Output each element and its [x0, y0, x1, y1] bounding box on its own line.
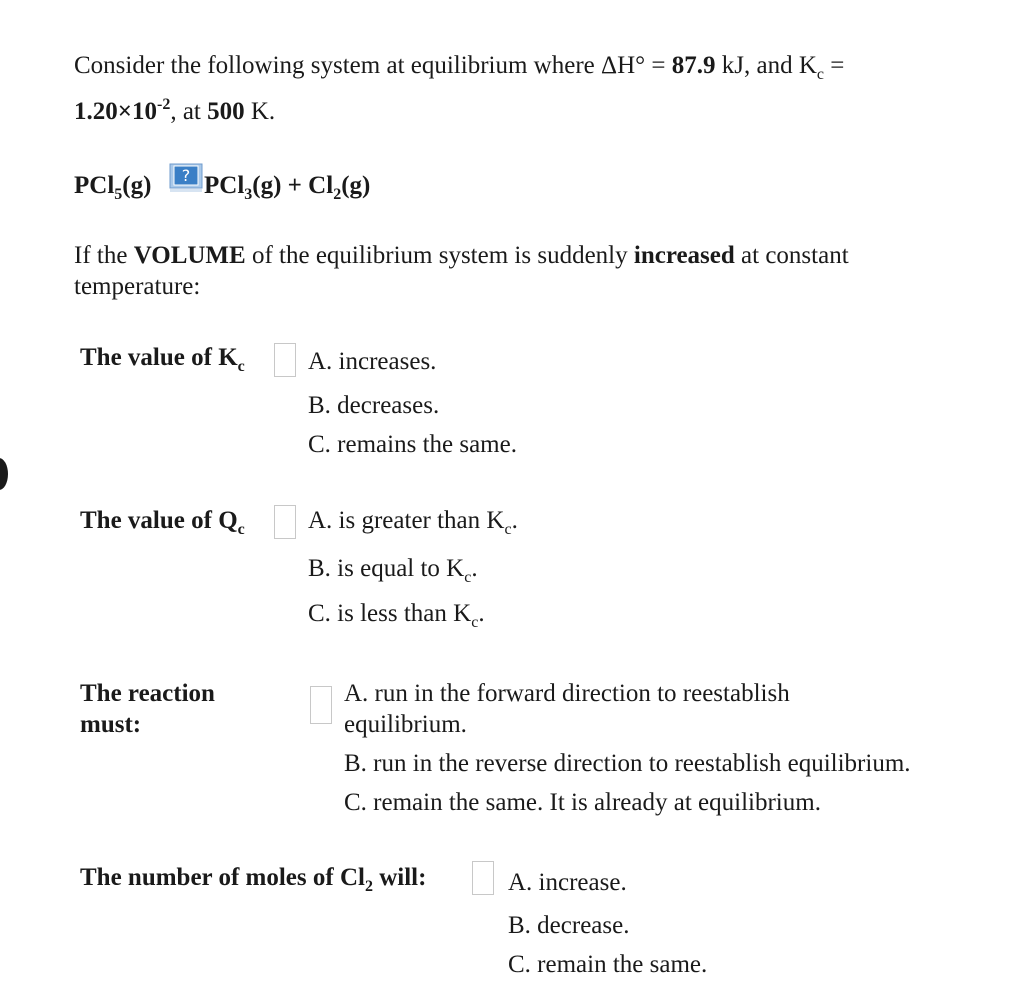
q3-option-a-line2: equilibrium. [344, 711, 467, 738]
q2-option-a-text: A. is greater than K [308, 507, 505, 534]
condition-line1 [74, 242, 849, 270]
q4-label-end: will: [372, 864, 427, 891]
q2-option-a-end: . [511, 507, 518, 534]
kc-subscript: c [816, 66, 824, 83]
q2-option-c-text: C. is less than K [308, 600, 472, 627]
intro-text: Consider the following system at equilibrium where [74, 52, 595, 79]
q1-label [80, 344, 245, 375]
reactant-formula: PCl [74, 172, 115, 199]
condition-increased: increased [633, 242, 735, 269]
condition-part2: of the equilibrium system is suddenly [245, 242, 634, 269]
q3-label-line2 [80, 711, 141, 739]
q2-option-c-end: . [478, 600, 485, 627]
equals-sign: = [645, 52, 672, 79]
temp-value: 500 [207, 98, 245, 125]
condition-part1: If the [74, 242, 134, 269]
equilibrium-arrow-icon[interactable] [169, 163, 203, 193]
product1-state: (g) + Cl [252, 172, 334, 199]
q2-option-b-end: . [471, 555, 478, 582]
temp-unit: K. [244, 98, 276, 125]
q2-option-b-sub: c [464, 569, 472, 586]
q3-label-text1: The reaction [80, 680, 215, 707]
reactant-state: (g) [122, 172, 152, 199]
product1-formula: PCl [204, 172, 245, 199]
q2-option-b-text: B. is equal to K [308, 555, 465, 582]
q2-label-text: The value of Q [80, 507, 238, 534]
q1-answer-box[interactable] [274, 343, 296, 377]
q3-label-text2: must: [80, 711, 142, 738]
delta-h-value: 87.9 [671, 52, 716, 79]
q1-option-b: B. decreases. [308, 392, 440, 419]
q4-label-text: The number of moles of Cl [80, 864, 365, 891]
condition-line2: temperature: [74, 273, 201, 300]
kc-mantissa: 1.20×10 [74, 98, 157, 125]
kc-equals: = [824, 52, 845, 79]
at-text: , at [170, 98, 201, 125]
reactant-subscript: 5 [114, 186, 123, 203]
product1-subscript: 3 [244, 186, 253, 203]
question-intro-line2 [74, 98, 275, 126]
equilibrium-icon-glyph: ? [181, 166, 191, 185]
q4-option-c: C. remain the same. [508, 951, 708, 978]
q2-option-a [308, 507, 518, 538]
delta-h-symbol: ΔH° [601, 52, 646, 79]
delta-h-unit: kJ, and K [715, 52, 817, 79]
q4-option-b: B. decrease. [508, 912, 630, 939]
q4-answer-box[interactable] [472, 861, 494, 895]
question-intro-line1 [74, 52, 845, 83]
q3-option-a-line1: A. run in the forward direction to reestablish [344, 680, 790, 707]
reaction-reactant [74, 172, 152, 203]
kc-exponent: -2 [157, 96, 171, 113]
q3-option-c: C. remain the same. It is already at equilibrium. [344, 789, 821, 816]
q2-option-b [308, 555, 478, 586]
page-edge-marker [0, 458, 8, 490]
q2-option-c-sub: c [471, 614, 479, 631]
q2-option-a-sub: c [504, 521, 512, 538]
q2-label [80, 507, 245, 538]
q1-option-c: C. remains the same. [308, 431, 517, 458]
q2-option-c [308, 600, 485, 631]
product2-subscript: 2 [333, 186, 342, 203]
condition-volume: VOLUME [133, 242, 246, 269]
q2-label-sub: c [237, 521, 245, 538]
q3-label-line1 [80, 680, 215, 708]
q4-label [80, 864, 427, 895]
q4-option-a: A. increase. [508, 869, 627, 896]
q1-option-a: A. increases. [308, 348, 437, 375]
product2-state: (g) [341, 172, 371, 199]
q3-answer-box[interactable] [310, 686, 332, 724]
q1-label-text: The value of K [80, 344, 238, 371]
condition-part3: at constant [734, 242, 849, 269]
q2-answer-box[interactable] [274, 505, 296, 539]
q1-label-sub: c [237, 358, 245, 375]
q4-label-sub: 2 [364, 878, 373, 895]
q3-option-b: B. run in the reverse direction to reestablish equilibrium. [344, 750, 911, 777]
reaction-products [204, 172, 371, 203]
